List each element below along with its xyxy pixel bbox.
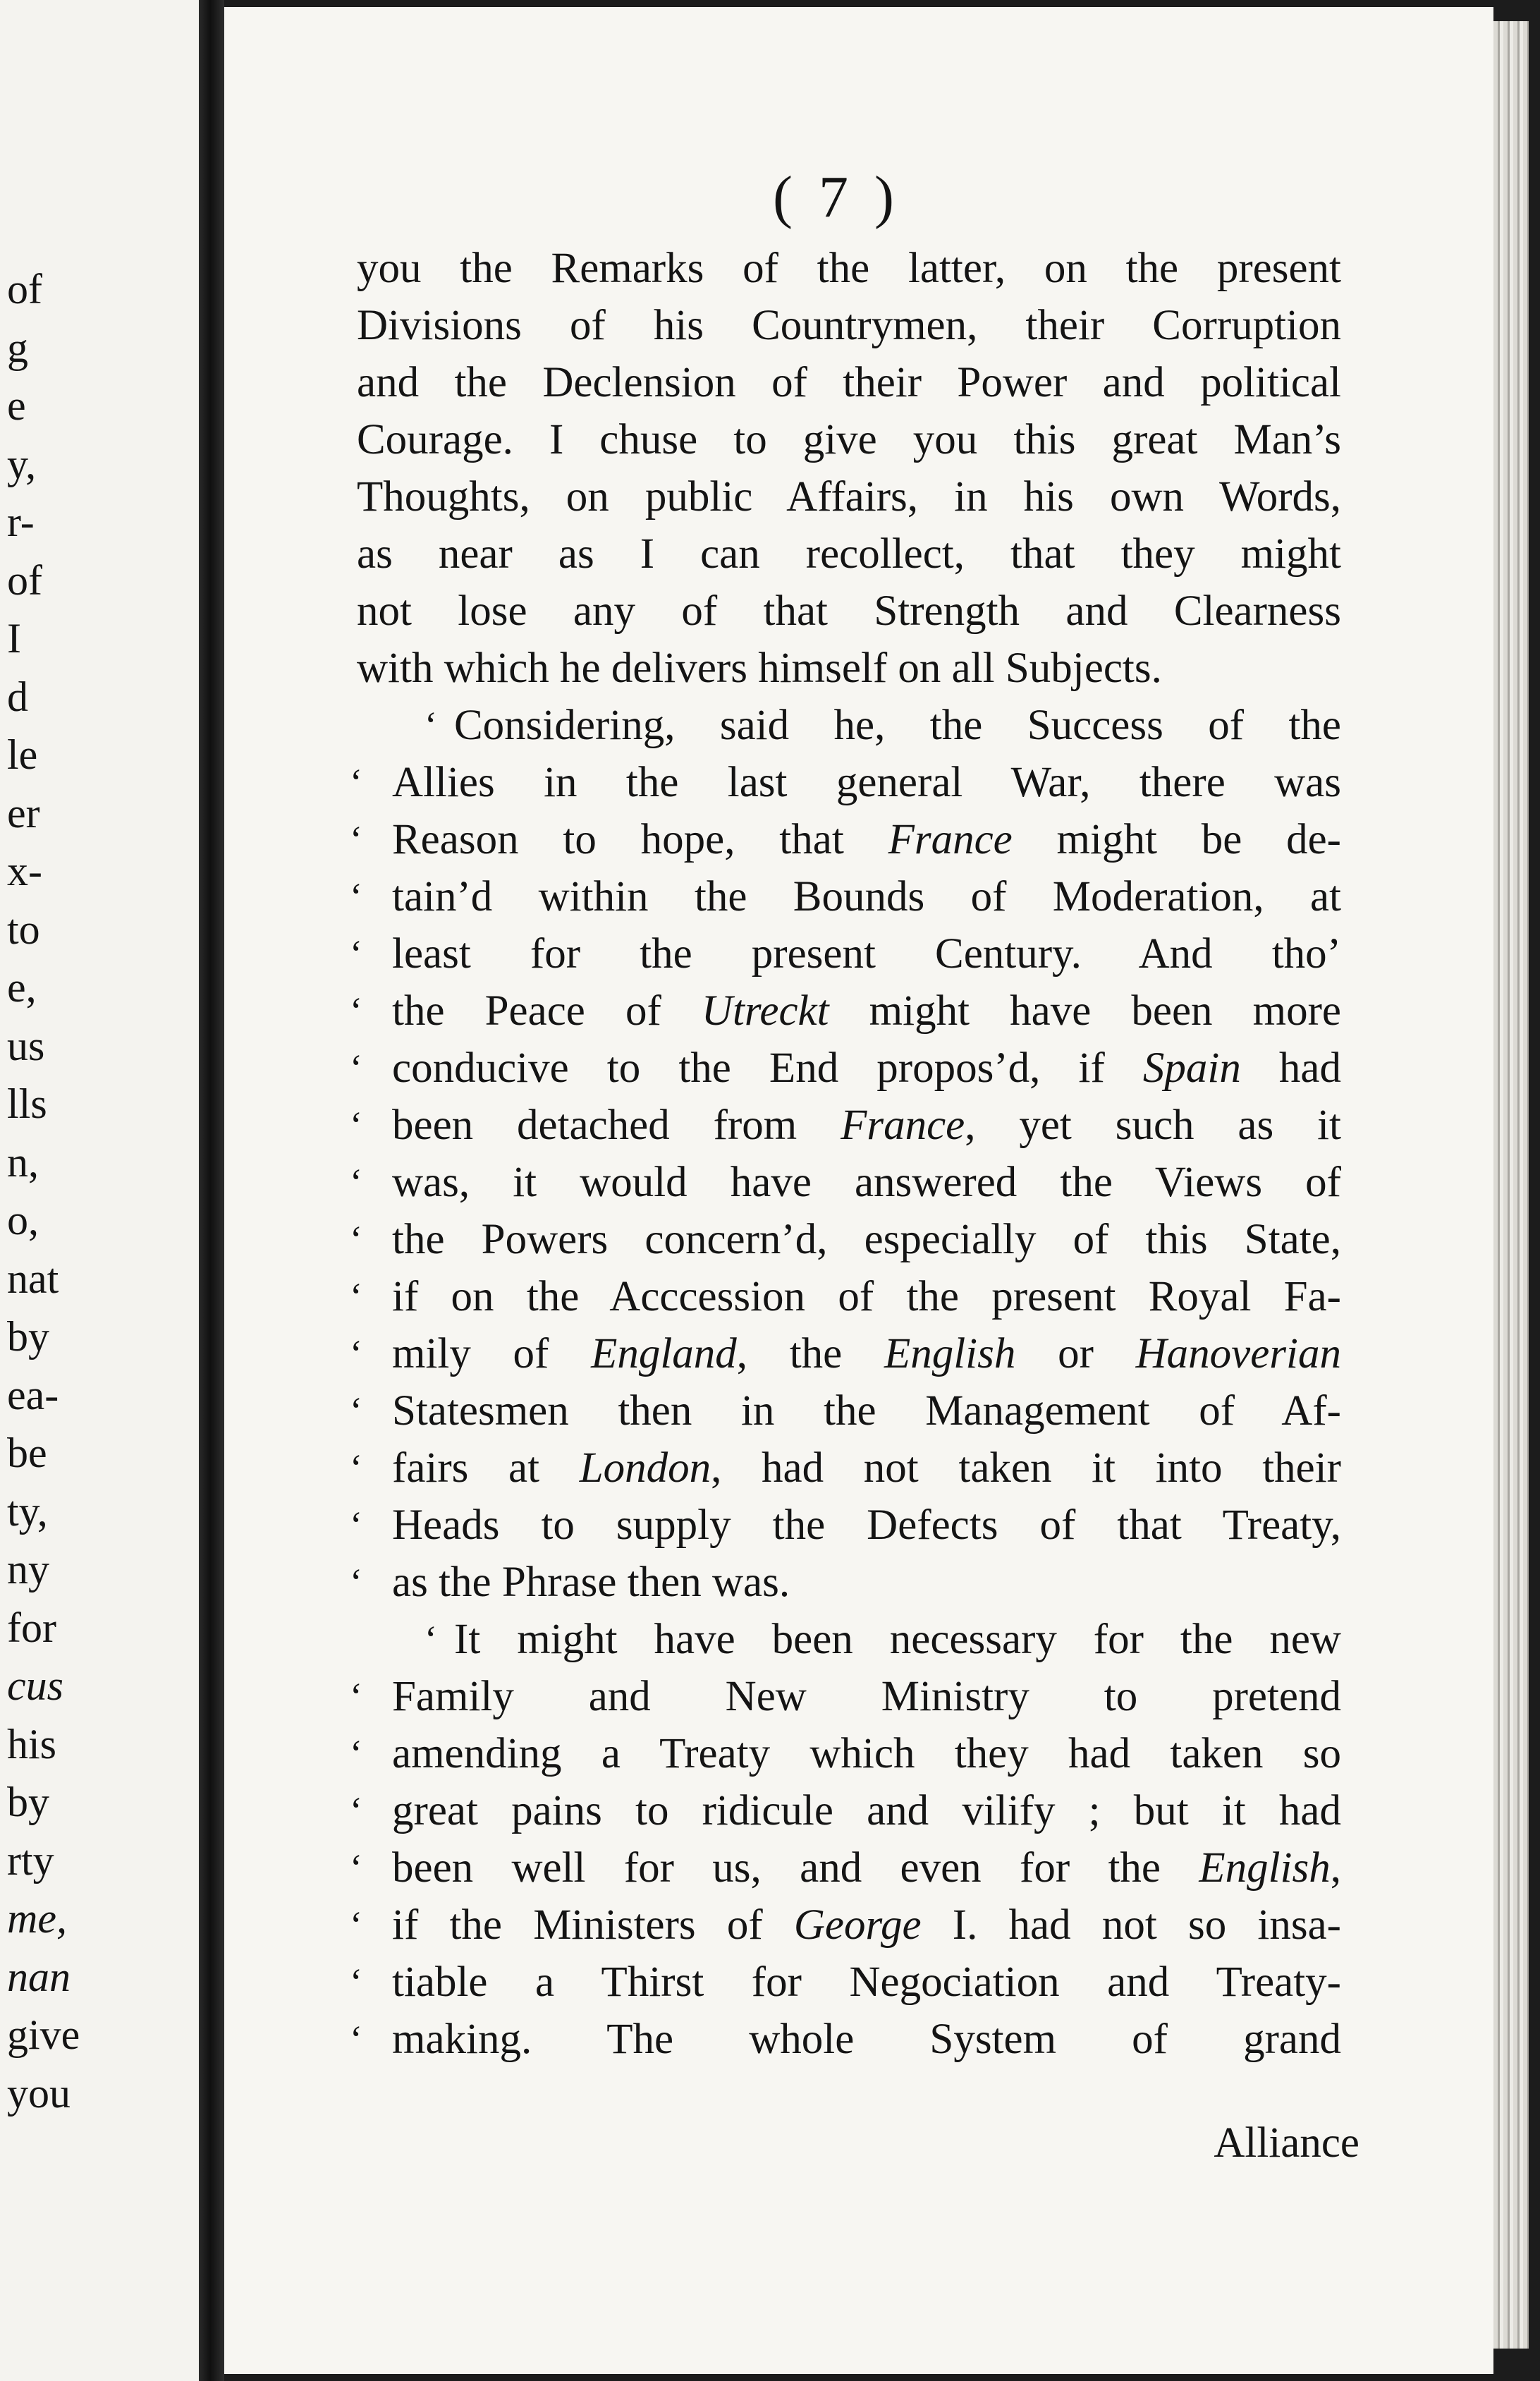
quote-mark: ‘	[350, 932, 362, 975]
text-run: Considering, said he, the Success of the	[454, 702, 1341, 749]
text-line	[350, 1896, 1341, 1954]
line-content	[392, 1954, 1341, 2011]
text-run: Heads to supply the Defects of that Treaty,	[392, 1502, 1341, 1549]
text-line	[350, 1782, 1341, 1839]
left-page-word: d	[7, 673, 28, 720]
text-line	[350, 1668, 1341, 1725]
quote-mark: ‘	[424, 704, 437, 746]
text-run: and the Declension of their Power and political	[357, 359, 1341, 406]
quote-mark: ‘	[350, 1504, 362, 1546]
line-content	[392, 925, 1341, 982]
left-page-word: ea-	[7, 1371, 59, 1418]
left-page-word: for	[7, 1604, 56, 1651]
text-line	[350, 1439, 1341, 1497]
page-number: ( 7 )	[773, 164, 900, 230]
text-run: conducive to the End propos’d, if	[392, 1045, 1143, 1092]
line-content	[392, 811, 1341, 868]
line-content	[392, 1040, 1341, 1097]
line-content	[392, 1839, 1341, 1896]
line-content	[392, 2011, 1341, 2068]
text-line	[357, 1611, 1341, 1668]
quote-mark: ‘	[350, 1047, 362, 1089]
catchword: Alliance	[1214, 2119, 1359, 2167]
text-run: tiable a Thirst for Negociation and Treaty-	[392, 1959, 1341, 2006]
left-page-word: rty	[7, 1837, 54, 1884]
text-line	[357, 240, 1341, 297]
text-line	[350, 982, 1341, 1040]
text-line	[350, 1725, 1341, 1782]
left-page-word: of	[7, 556, 42, 604]
line-content	[392, 868, 1341, 925]
text-run: Allies in the last general War, there was	[392, 759, 1341, 806]
text-run: fairs at	[392, 1444, 580, 1492]
line-content	[392, 1382, 1341, 1439]
text-line	[350, 1154, 1341, 1211]
text-line	[357, 583, 1341, 640]
text-line	[350, 925, 1341, 982]
text-run: Reason to hope, that	[392, 816, 888, 863]
line-content	[392, 1154, 1341, 1211]
body-text	[350, 240, 1342, 2068]
text-run: the Powers concern’d, especially of this State,	[392, 1216, 1341, 1263]
line-content	[357, 525, 1341, 583]
text-run: had	[1240, 1045, 1342, 1092]
left-page-word: e,	[7, 964, 37, 1011]
italic-word: English	[884, 1330, 1016, 1377]
left-page-fragment	[0, 0, 199, 2381]
quote-mark: ‘	[350, 761, 362, 803]
italic-word: Spain	[1142, 1045, 1241, 1092]
line-content	[357, 468, 1341, 525]
text-run: Divisions of his Countrymen, their Corruption	[357, 302, 1341, 349]
left-page-word: be	[7, 1430, 47, 1476]
line-content	[357, 297, 1341, 354]
text-run: might have been more	[829, 987, 1341, 1035]
quote-mark: ‘	[350, 2018, 362, 2060]
quote-mark: ‘	[350, 1218, 362, 1260]
text-run: Courage. I chuse to give you this great Man’s	[357, 416, 1341, 463]
italic-word: English	[1199, 1844, 1331, 1892]
line-content	[392, 982, 1341, 1040]
quote-mark: ‘	[350, 1332, 362, 1375]
left-page-word: o,	[7, 1197, 39, 1243]
line-content	[357, 583, 1341, 640]
left-page-word: er	[7, 789, 40, 836]
text-line	[350, 1268, 1341, 1325]
quote-mark: ‘	[350, 989, 362, 1032]
text-line	[350, 1497, 1341, 1554]
text-run: been well for us, and even for the	[392, 1844, 1199, 1892]
quote-mark: ‘	[350, 1732, 362, 1774]
text-line	[357, 354, 1341, 411]
text-run: not lose any of that Strength and Clearness	[357, 587, 1341, 635]
quote-mark: ‘	[350, 1275, 362, 1317]
text-line	[357, 297, 1341, 354]
text-run: Thoughts, on public Affairs, in his own Words,	[357, 473, 1341, 520]
text-run: tain’d within the Bounds of Moderation, at	[392, 873, 1341, 920]
line-content	[392, 1782, 1341, 1839]
text-line	[357, 697, 1341, 754]
text-run: amending a Treaty which they had taken so	[392, 1730, 1341, 1777]
line-content	[392, 1439, 1341, 1497]
left-page-word: to	[7, 906, 40, 953]
line-content	[357, 354, 1341, 411]
left-page-word: r-	[7, 499, 35, 545]
book-gutter	[199, 0, 224, 2381]
left-page-word: g	[7, 324, 28, 371]
quote-mark: ‘	[350, 1161, 362, 1203]
text-run: was, it would have answered the Views of	[392, 1159, 1341, 1206]
left-page-word: by	[7, 1779, 49, 1825]
line-content	[392, 1668, 1341, 1725]
left-page-word: nan	[7, 1953, 71, 2000]
text-run: with which he delivers himself on all Subjects.	[357, 645, 1162, 692]
text-line	[350, 1954, 1341, 2011]
quote-mark: ‘	[350, 818, 362, 860]
left-page-word: us	[7, 1022, 45, 1069]
left-page-word: ty,	[7, 1487, 48, 1535]
italic-word: George	[793, 1901, 922, 1949]
page-edges	[1493, 21, 1529, 2349]
text-line	[357, 411, 1341, 468]
text-run: might be de-	[1012, 816, 1341, 863]
text-run: , had not taken it into their	[711, 1444, 1341, 1492]
left-page-word: lls	[7, 1080, 47, 1127]
quote-mark: ‘	[350, 875, 362, 918]
left-page-word: cus	[7, 1662, 63, 1709]
left-page-word: y,	[7, 440, 37, 487]
text-run: been detached from	[392, 1102, 841, 1149]
italic-word: Hanoverian	[1135, 1330, 1341, 1377]
text-run: you the Remarks of the latter, on the present	[357, 245, 1341, 292]
left-page-word: x-	[7, 848, 42, 894]
text-line	[350, 1211, 1341, 1268]
line-content	[454, 697, 1341, 754]
line-content	[392, 1497, 1341, 1554]
line-content	[392, 1559, 790, 1606]
quote-mark: ‘	[350, 1447, 362, 1489]
text-line	[350, 868, 1341, 925]
text-run: ,	[1330, 1844, 1341, 1892]
text-run: as the Phrase then was.	[392, 1559, 790, 1606]
text-line	[350, 754, 1341, 811]
quote-mark: ‘	[424, 1618, 437, 1660]
text-run: great pains to ridicule and vilify ; but it had	[392, 1787, 1341, 1834]
italic-word: London	[579, 1444, 711, 1492]
quote-mark: ‘	[350, 1561, 362, 1603]
quote-mark: ‘	[350, 1846, 362, 1889]
quote-mark: ‘	[350, 1389, 362, 1432]
text-line	[350, 1839, 1341, 1896]
text-run: Family and New Ministry to pretend	[392, 1673, 1341, 1720]
text-line	[350, 1097, 1341, 1154]
book-page	[224, 7, 1493, 2374]
line-content	[392, 1097, 1341, 1154]
quote-mark: ‘	[350, 1104, 362, 1146]
text-run: I. had not so insa-	[921, 1901, 1341, 1949]
left-page-word: n,	[7, 1138, 39, 1186]
text-run: Statesmen then in the Management of Af-	[392, 1387, 1341, 1435]
left-page-word: I	[7, 615, 21, 662]
line-content	[357, 645, 1162, 692]
text-line	[350, 811, 1341, 868]
italic-word: Utreckt	[701, 987, 829, 1035]
line-content	[392, 1211, 1341, 1268]
italic-word: France	[888, 816, 1013, 863]
text-line	[357, 640, 1341, 697]
italic-word: France	[841, 1102, 965, 1149]
text-line	[357, 525, 1341, 583]
left-page-word: me,	[7, 1895, 67, 1942]
line-content	[392, 1325, 1341, 1382]
text-line	[350, 2011, 1341, 2068]
left-page-word: le	[7, 731, 38, 778]
text-run: It might have been necessary for the new	[454, 1616, 1341, 1663]
text-run: or	[1015, 1330, 1136, 1377]
text-run: if the Ministers of	[392, 1901, 794, 1949]
left-page-word: you	[7, 2069, 71, 2117]
line-content	[357, 411, 1341, 468]
line-content	[392, 754, 1341, 811]
line-content	[392, 1896, 1341, 1954]
text-run: , yet such as it	[965, 1102, 1341, 1149]
left-page-word: by	[7, 1313, 49, 1360]
text-run: mily of	[392, 1330, 592, 1377]
line-content	[357, 240, 1341, 297]
line-content	[454, 1611, 1341, 1668]
text-line	[350, 1382, 1341, 1439]
quote-mark: ‘	[350, 1675, 362, 1717]
quote-mark: ‘	[350, 1961, 362, 2003]
left-page-word: of	[7, 266, 42, 312]
quote-mark: ‘	[350, 1904, 362, 1946]
text-run: if on the Acccession of the present Royal Fa-	[392, 1273, 1341, 1320]
left-page-word: ny	[7, 1546, 49, 1593]
text-line	[350, 1040, 1342, 1097]
quote-mark: ‘	[350, 1789, 362, 1832]
text-run: least for the present Century. And tho’	[392, 930, 1341, 978]
text-run: as near as I can recollect, that they might	[357, 530, 1341, 578]
text-line	[350, 1554, 1341, 1611]
italic-word: England	[591, 1330, 737, 1377]
text-run: making. The whole System of grand	[392, 2016, 1341, 2063]
line-content	[392, 1725, 1341, 1782]
text-line	[350, 1325, 1341, 1382]
left-page-word: e	[7, 382, 26, 429]
left-page-word: nat	[7, 1255, 59, 1302]
left-page-word: give	[7, 2011, 80, 2058]
line-content	[392, 1268, 1341, 1325]
text-run: the Peace of	[392, 987, 702, 1035]
text-line	[357, 468, 1341, 525]
text-run: , the	[736, 1330, 884, 1377]
left-page-word: his	[7, 1720, 57, 1767]
